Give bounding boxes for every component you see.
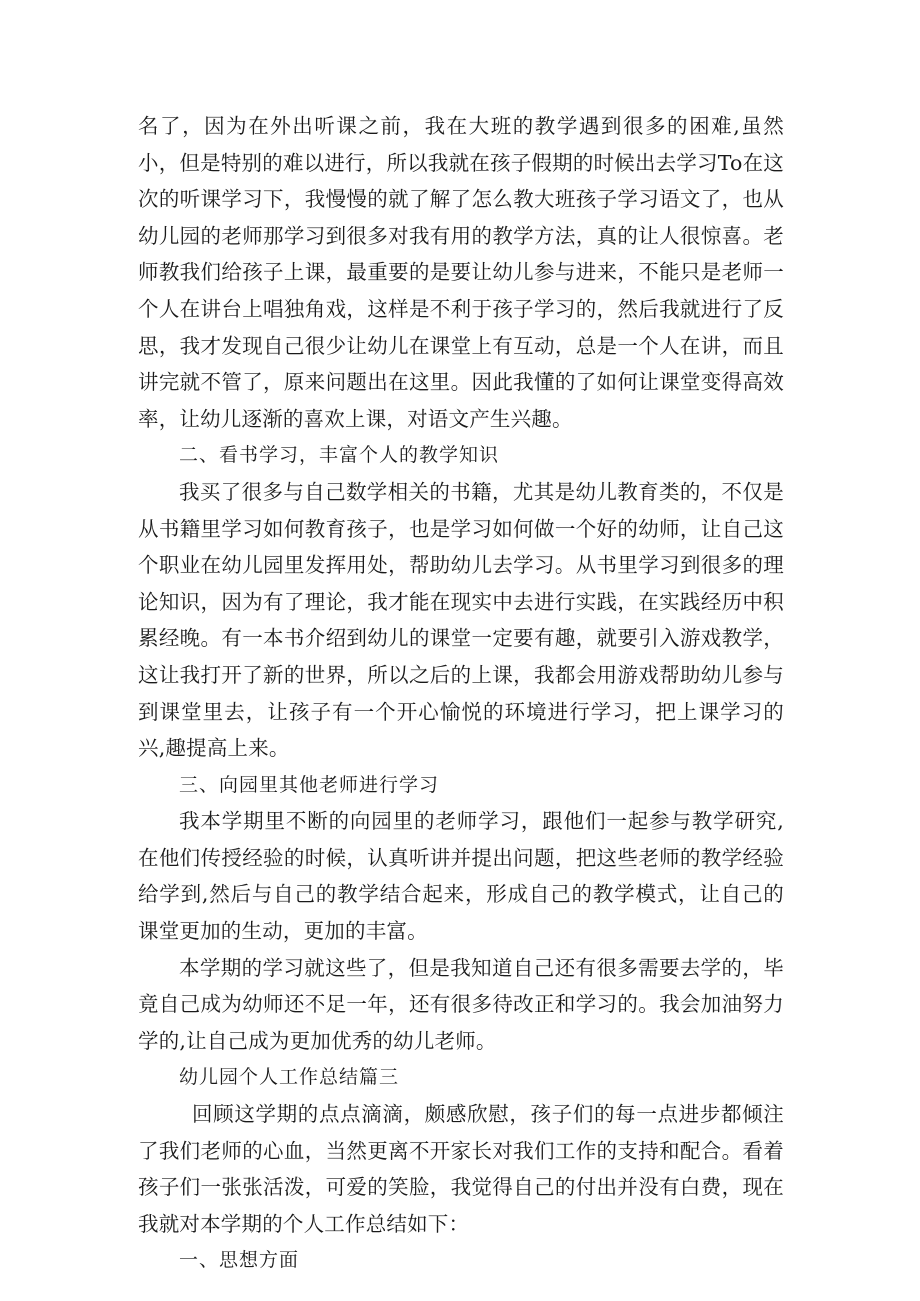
body-paragraph-5: 回顾这学期的点点滴滴，颇感欣慰，孩子们的每一点进步都倾注了我们老师的心血，当然更离不开家长对我们工作的支持和配合。看着孩子们一张张活泼，可爱的笑脸，我觉得自己的付出并没有白费，现在我就对本学期的个人工作总结如下：: [138, 1102, 784, 1236]
section-heading-3: 三、向园里其他老师进行学习: [179, 773, 440, 796]
body-paragraph-2: 我买了很多与自己数学相关的书籍，尤其是幼儿教育类的，不仅是从书籍里学习如何教育孩子，也是学习如何做一个好的幼师，让自己这个职业在幼儿园里发挥用处，帮助幼儿去学习。从书里学习到很多的理论知识，因为有了理论，我才能在现实中去进行实践，在实践经历中积累经晚。有一本书介绍到幼儿的课堂一定要有趣，就要引入游戏教学，这让我打开了新的世界，所以之后的上课，我都会用游戏帮助幼儿参与到课堂里去，让孩子有一个开心愉悦的环境进行学习，把上课学习的兴,趣提高上来。: [138, 479, 784, 761]
document-body: [138, 108, 784, 1279]
body-paragraph-3: 我本学期里不断的向园里的老师学习，跟他们一起参与教学研究,在他们传授经验的时候，认真听讲并提出问题，把这些老师的教学经验给学到,然后与自己的教学结合起来，形成自己的教学模式，让自己的课堂更加的生动，更加的丰富。: [138, 809, 784, 944]
section-heading-1: 一、思想方面: [179, 1249, 300, 1272]
body-paragraph-1: 名了，因为在外出听课之前，我在大班的教学遇到很多的困难,虽然小，但是特别的难以进行，所以我就在孩子假期的时候出去学习To在这次的听课学习下，我慢慢的就了解了怎么教大班孩子学习语文了，也从幼儿园的老师那学习到很多对我有用的教学方法，真的让人很惊喜。老师教我们给孩子上课，最重要的是要让幼儿参与进来，不能只是老师一个人在讲台上唱独角戏，这样是不利于孩子学习的，然后我就进行了反思，我才发现自己很少让幼儿在课堂上有互动，总是一个人在讲，而且讲完就不管了，原来问题出在这里。因此我懂的了如何让课堂变得高效率，让幼儿逐渐的喜欢上课，对语文产生兴趣。: [138, 114, 784, 431]
body-paragraph-4: 本学期的学习就这些了，但是我知道自己还有很多需要去学的，毕竟自己成为幼师还不足一年，还有很多待改正和学习的。我会加油努力学的,让自己成为更加优秀的幼儿老师。: [138, 955, 784, 1053]
section-heading-2: 二、看书学习，丰富个人的教学知识: [179, 444, 500, 467]
article-title: 幼儿园个人工作总结篇三: [179, 1066, 400, 1089]
